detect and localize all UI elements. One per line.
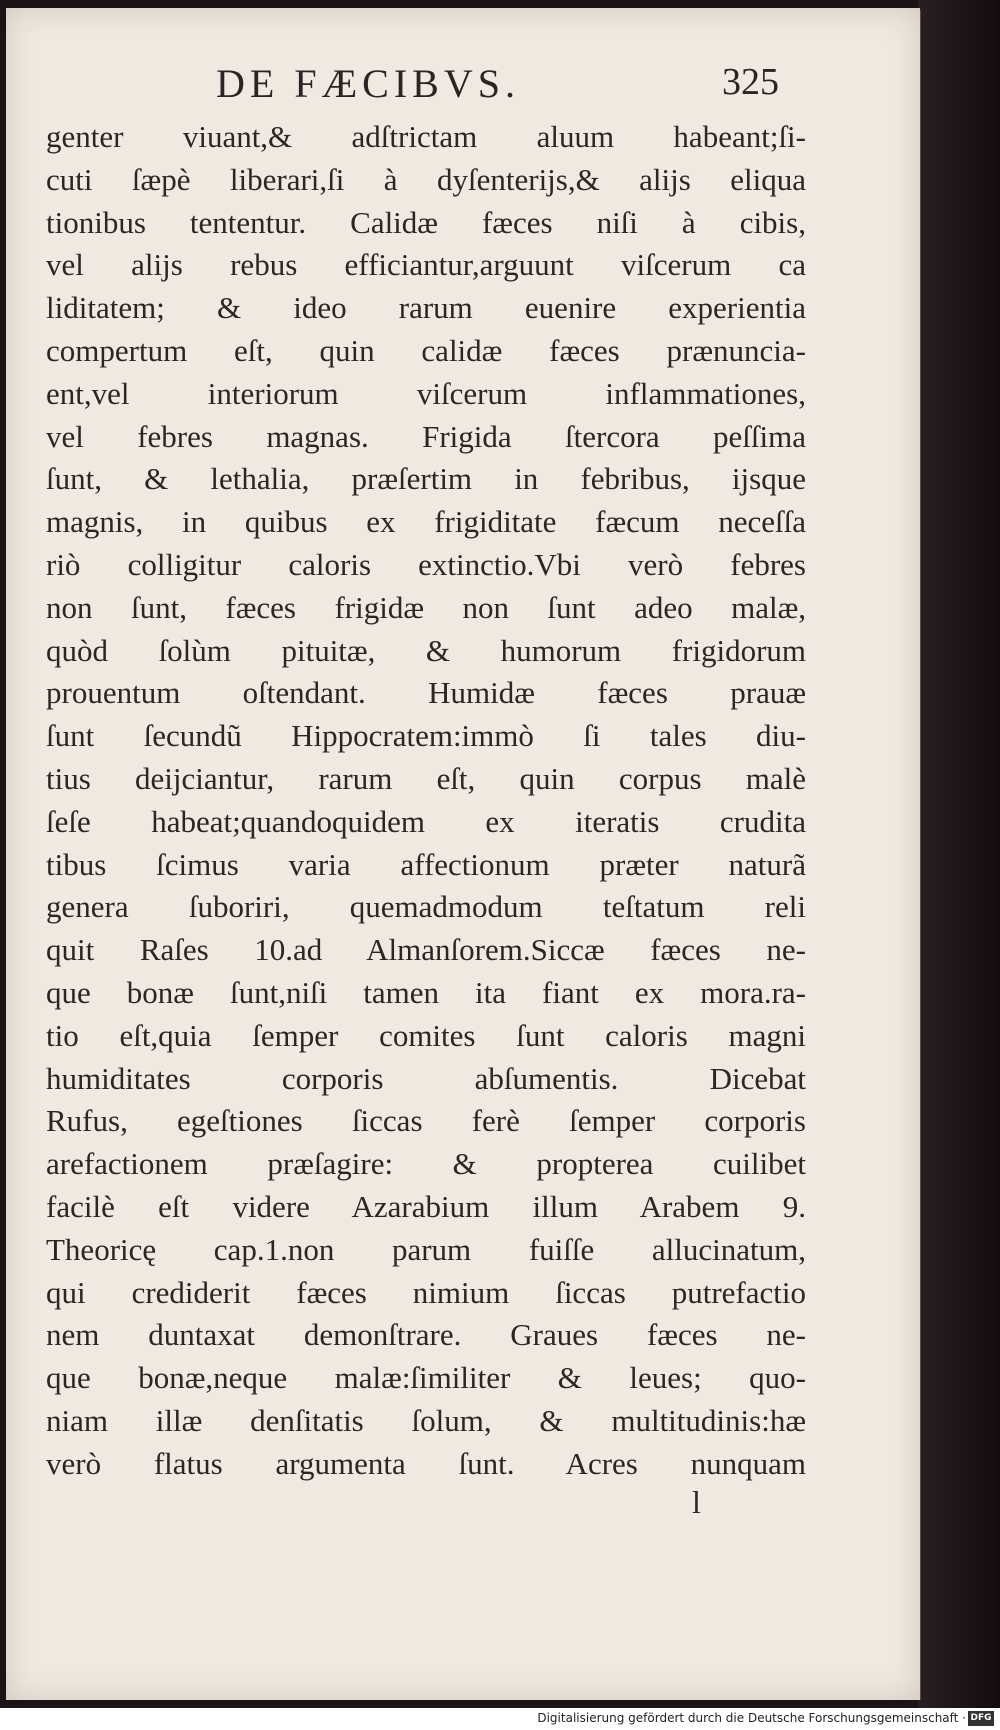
dfg-logo: DFG [968,1711,994,1726]
text-line: non ſunt, fæces frigidæ non ſunt adeo malæ, [46,589,806,625]
book-page [6,8,920,1700]
text-line: humiditates corporis abſumentis. Dicebat [46,1060,806,1096]
footer-bar [0,1708,1000,1730]
text-line: qui crediderit fæces nimium ſiccas putrefactio [46,1274,806,1310]
catchword: l [692,1484,701,1520]
page-header [6,56,920,106]
text-line: cuti ſæpè liberari,ſi à dyſenterijs,& alijs eliqua [46,161,806,197]
text-line: ſeſe habeat;quandoquidem ex iteratis crudita [46,803,806,839]
text-line: Theoricę cap.1.non parum fuiſſe allucinatum, [46,1231,806,1267]
text-line: niam illæ denſitatis ſolum, & multitudinis:hæ [46,1402,806,1438]
text-line: verò flatus argumenta ſunt. Acres nunquam [46,1445,806,1481]
text-line: tionibus tententur. Calidæ fæces niſi à cibis, [46,204,806,240]
text-line: arefactionem præſagire: & propterea cuilibet [46,1146,806,1182]
footer-credit: Digitalisierung gefördert durch die Deutsche Forschungsgemeinschaft · [537,1711,966,1725]
text-line: ſunt, & lethalia, præſertim in febribus, ijsque [46,461,806,497]
text-line: genera ſuboriri, quemadmodum teſtatum reli [46,889,806,925]
text-line: genter viuant,& adſtrictam aluum habeant;ſi- [46,119,806,154]
text-line: tio eſt,quia ſemper comites ſunt caloris magni [46,1017,806,1053]
text-line: tius deijciantur, rarum eſt, quin corpus malè [46,760,806,796]
text-line: compertum eſt, quin calidæ fæces prænuncia- [46,332,806,368]
text-line: facilè eſt videre Azarabium illum Arabem 9. [46,1188,806,1224]
text-line: quit Raſes 10.ad Almanſorem.Siccæ fæces ne- [46,932,806,968]
text-line: prouentum oſtendant. Humidæ fæces prauæ [46,675,806,711]
text-line: quòd ſolùm pituitæ, & humorum frigidorum [46,632,806,668]
text-line: que bonæ,neque malæ:ſimiliter & leues; quo- [46,1360,806,1396]
text-line: tibus ſcimus varia affectionum præter naturã [46,846,806,882]
text-line: magnis, in quibus ex frigiditate fæcum neceſſa [46,504,806,540]
text-line: ent,vel interiorum viſcerum inflammationes, [46,375,806,411]
text-line: vel alijs rebus efficiantur,arguunt viſcerum ca [46,247,806,283]
running-title: DE FÆCIBVS. [216,61,520,106]
page-edge-dark [918,0,1000,1708]
body-text [46,116,806,1486]
text-line: vel febres magnas. Frigida ſtercora peſſima [46,418,806,454]
text-line: riò colligitur caloris extinctio.Vbi verò febres [46,546,806,582]
text-line: Rufus, egeſtiones ſiccas ferè ſemper corporis [46,1103,806,1139]
text-line: ſunt ſecundũ Hippocratem:immò ſi tales diu- [46,718,806,754]
text-line: que bonæ ſunt,niſi tamen ita fiant ex mora.ra- [46,974,806,1010]
page-number: 325 [722,61,779,103]
text-line: nem duntaxat demonſtrare. Graues fæces ne- [46,1317,806,1353]
text-line: liditatem; & ideo rarum euenire experientia [46,290,806,326]
